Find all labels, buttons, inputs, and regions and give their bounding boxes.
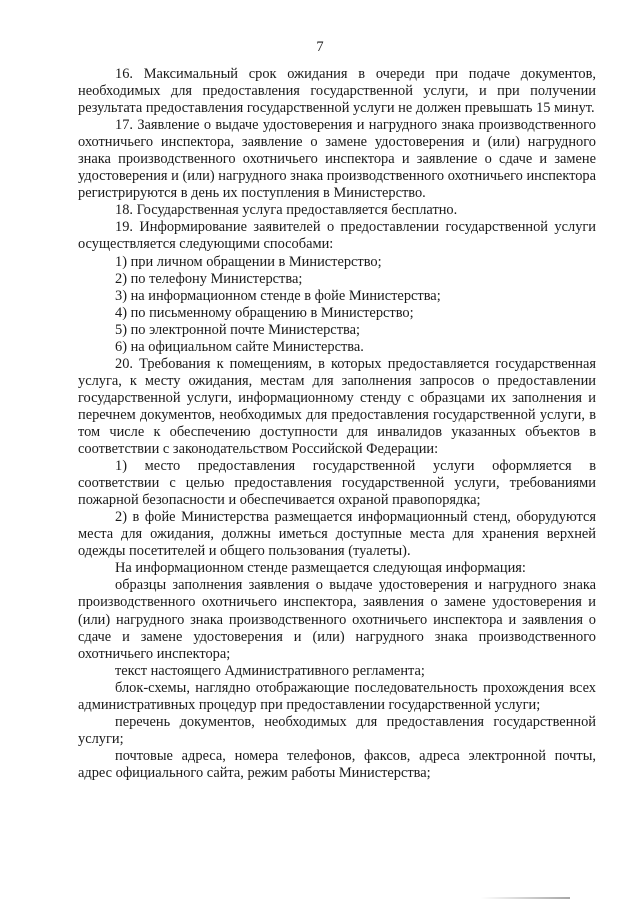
info-item-regulation-text: текст настоящего Административного регламента; [115,662,425,679]
list-item-4: 4) по письменному обращению в Министерство; [115,304,414,321]
document-body [78,66,596,782]
info-item-contacts: почтовые адреса, номера телефонов, факсов, адреса электронной почты, адрес официального сайта, режим работы Министерства; [78,747,596,781]
list-item-5: 5) по электронной почте Министерства; [115,321,360,338]
list-item-3: 3) на информационном стенде в фойе Министерства; [115,287,441,304]
paragraph-19: 19. Информирование заявителей о предоставлении государственной услуги осуществляется следующими способами: [78,219,596,253]
page-number: 7 [316,39,324,55]
list-item-1: 1) при личном обращении в Министерство; [115,253,382,270]
info-item-samples: образцы заполнения заявления о выдаче удостоверения и нагрудного знака производственного охотничьего инспектора, заявления о замене удостоверения и (или) нагрудного знака производственного охотничьего инспектора и заявления о сдаче и замене удостоверения и (или) нагрудного знака производственного охотничьего инспектора; [78,577,596,662]
paragraph-16: 16. Максимальный срок ожидания в очереди при подаче документов, необходимых для предоставления государственной услуги, и при получении результата предоставления государственной услуги не должен превышать 15 минут. [78,66,596,117]
info-item-flowcharts: блок-схемы, наглядно отображающие последовательность прохождения всех административных процедур при предоставлении государственной услуги; [78,679,596,713]
requirement-item-2: 2) в фойе Министерства размещается информационный стенд, оборудуются места для ожидания, должны иметься доступные места для хранения верхней одежды посетителей и общего пользования (туалеты). [78,509,596,560]
paragraph-18: 18. Государственная услуга предоставляется бесплатно. [115,202,458,219]
list-item-2: 2) по телефону Министерства; [115,270,303,287]
info-stand-intro: На информационном стенде размещается следующая информация: [115,560,526,577]
paragraph-17: 17. Заявление о выдаче удостоверения и нагрудного знака производственного охотничьего инспектора, заявление о замене удостоверения и (или) нагрудного знака производственного охотничьего инспектора и заявление о сдаче и замене удостоверения и (или) нагрудного знака производственного охотничьего инспектора регистрируются в день их поступления в Министерство. [78,117,596,202]
list-item-6: 6) на официальном сайте Министерства. [115,338,364,355]
paragraph-20: 20. Требования к помещениям, в которых предоставляется государственная услуга, к месту ожидания, местам для заполнения запросов о предоставлении государственной услуги, информационному стенду с образцами их заполнения и перечнем документов, необходимых для предоставления государственной услуги, в том числе к обеспечению доступности для инвалидов указанных объектов в соответствии с законодательством Российской Федерации: [78,355,596,458]
scan-edge-mark [480,897,570,899]
requirement-item-1: 1) место предоставления государственной услуги оформляется в соответствии с целью предоставления государственной услуги, требованиями пожарной безопасности и обеспечивается охраной правопорядка; [78,458,596,509]
info-item-document-list: перечень документов, необходимых для предоставления государственной услуги; [78,713,596,747]
